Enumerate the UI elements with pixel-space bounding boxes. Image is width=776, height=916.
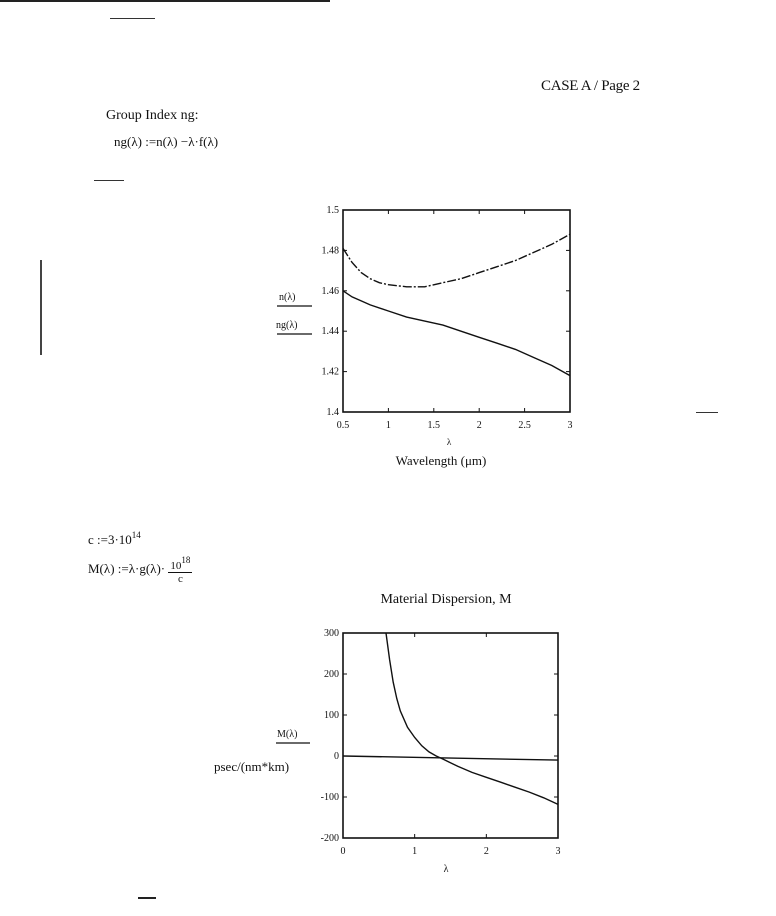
x-axis-title: Wavelength (μm) xyxy=(395,453,487,468)
speed-of-light-definition xyxy=(88,530,141,548)
y-label-ng: ng(λ) xyxy=(276,320,298,331)
x-tick-label: 1.5 xyxy=(427,420,441,431)
x-tick-label: 1 xyxy=(412,846,418,857)
series-line-zero xyxy=(343,756,558,760)
m-def-num-base: 10 xyxy=(170,560,182,572)
x-tick-label: 3 xyxy=(567,420,573,431)
m-def-den: c xyxy=(177,573,183,585)
m-def-fraction xyxy=(168,555,192,585)
chart-title: Material Dispersion, M xyxy=(380,592,512,607)
m-def-num-exp: 18 xyxy=(181,555,191,565)
series-line-n xyxy=(343,234,570,287)
y-tick-label: 1.42 xyxy=(321,366,339,378)
y-tick-label: 0 xyxy=(334,751,339,762)
x-tick-label: 2.5 xyxy=(518,420,531,431)
y-label-units: psec/(nm*km) xyxy=(214,759,290,774)
y-tick-label: 1.46 xyxy=(321,285,339,297)
c-def-text: c :=3·10 xyxy=(88,532,132,547)
y-tick-label: 100 xyxy=(324,710,339,721)
series-line-m xyxy=(386,633,558,804)
group-index-heading: Group Index ng: xyxy=(106,108,199,123)
page-label: CASE A / Page 2 xyxy=(541,78,640,94)
m-def-text: M(λ) :=λ·g(λ)· xyxy=(88,560,166,576)
y-tick-label: 200 xyxy=(324,669,339,680)
x-tick-label: 0.5 xyxy=(336,420,350,431)
plot-frame xyxy=(343,210,570,412)
x-variable-label: λ xyxy=(446,437,452,447)
x-tick-label: 3 xyxy=(555,846,561,857)
y-tick-label: 300 xyxy=(324,628,339,639)
x-tick-label: 2 xyxy=(483,846,489,857)
x-tick-label: 2 xyxy=(476,420,482,431)
y-label-m: M(λ) xyxy=(277,729,298,740)
y-tick-label: 1.44 xyxy=(321,326,339,338)
dispersion-definition xyxy=(88,555,192,585)
y-label-n: n(λ) xyxy=(279,292,296,303)
y-tick-label: -100 xyxy=(320,792,339,803)
series-line-ng xyxy=(343,291,570,376)
y-tick-label: 1.5 xyxy=(326,205,339,216)
c-def-exponent: 14 xyxy=(131,530,141,540)
y-tick-label: -200 xyxy=(320,833,339,844)
x-axis-title: λ xyxy=(443,864,449,875)
group-index-formula: ng(λ) :=n(λ) −λ·f(λ) xyxy=(114,134,219,149)
y-tick-label: 1.48 xyxy=(321,245,339,257)
y-tick-label: 1.4 xyxy=(326,407,339,418)
plot-frame xyxy=(343,633,558,838)
x-tick-label: 1 xyxy=(385,420,391,431)
x-tick-label: 0 xyxy=(340,846,346,857)
